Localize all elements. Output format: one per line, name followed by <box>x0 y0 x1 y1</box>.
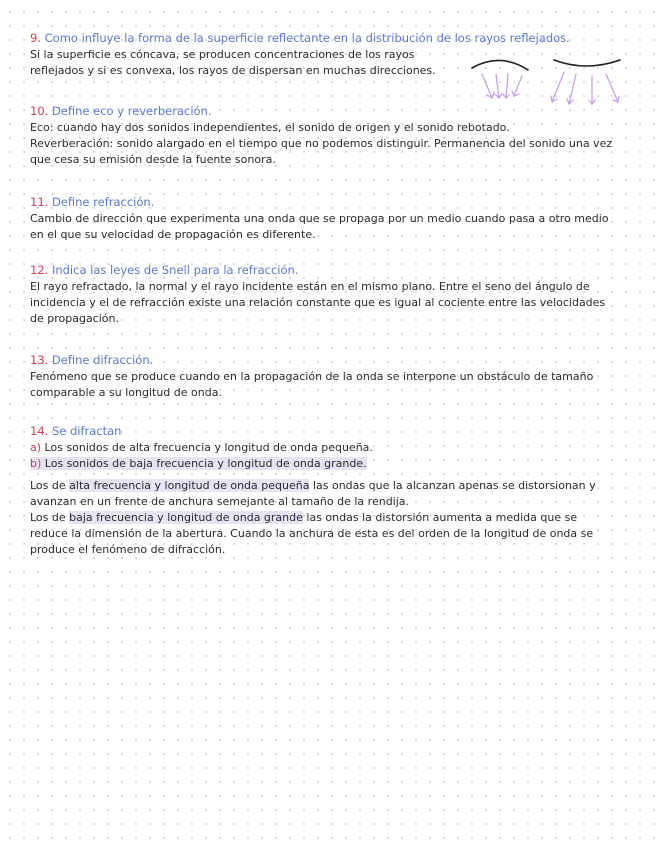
question-11-answer: Cambio de dirección que experimenta una onda que se propaga por un medio cuando pasa a otro medio en el que su velocidad de propagación es diferente. <box>30 212 609 241</box>
option-b: b) Los sonidos de baja frecuencia y longitud de onda grande. <box>30 457 367 470</box>
question-10-answer: Eco: cuando hay dos sonidos independientes, el sonido de origen y el sonido rebotado. Reverberación: sonido alargado en el tiempo que no podemos distinguir. Permanencia del sonido una vez que cesa su emisión desde la fuente sonora. <box>30 121 613 166</box>
question-13 <box>30 352 630 401</box>
question-10-number: 10. <box>30 104 49 118</box>
concave-mirror <box>472 60 528 98</box>
answer-line: Los de baja frecuencia y longitud de onda grande las ondas la distorsión aumenta a medida que se <box>30 511 578 524</box>
question-12 <box>30 262 630 327</box>
question-9-answer: Si la superficie es cóncava, se producen concentraciones de los rayos reflejados y si es convexa, los rayos de dispersan en muchas direcciones. <box>30 48 436 77</box>
question-11 <box>30 194 630 243</box>
question-14-title: 14. Se difractan <box>30 424 122 438</box>
question-10 <box>30 103 630 168</box>
option-a: a) Los sonidos de alta frecuencia y longitud de onda pequeña. <box>30 441 373 454</box>
answer-line: avanzan en un frente de anchura semejante al tamaño de la rendija. <box>30 495 410 508</box>
convex-mirror <box>551 60 620 104</box>
question-12-number: 12. <box>30 263 49 277</box>
question-13-answer: Fenómeno que se produce cuando en la propagación de la onda se interpone un obstáculo de tamaño comparable a su longitud de onda. <box>30 370 594 399</box>
question-14 <box>30 423 630 558</box>
question-14-number: 14. <box>30 424 49 438</box>
mirror-diagram <box>468 54 628 110</box>
answer-line: Los de alta frecuencia y longitud de onda pequeña las ondas que la alcanzan apenas se distorsionan y <box>30 479 596 492</box>
question-10-title: 10. Define eco y reverberación. <box>30 104 212 118</box>
answer-line: produce el fenómeno de difracción. <box>30 543 226 556</box>
question-12-title: 12. Indica las leyes de Snell para la refracción. <box>30 263 299 277</box>
question-9-number: 9. <box>30 31 41 45</box>
question-14-answer <box>30 478 630 558</box>
answer-line: reduce la dimensión de la abertura. Cuando la anchura de esta es del orden de la longitud de onda se <box>30 527 594 540</box>
question-13-number: 13. <box>30 353 49 367</box>
question-11-number: 11. <box>30 195 49 209</box>
question-11-title: 11. Define refracción. <box>30 195 155 209</box>
question-9-title: 9. Como influye la forma de la superficie reflectante en la distribución de los rayos reflejados. <box>30 31 570 45</box>
question-14-options <box>30 440 630 472</box>
question-12-answer: El rayo refractado, la normal y el rayo incidente están en el mismo plano. Entre el seno del ángulo de incidencia y el de refracción existe una relación constante que es igual al cociente entre las velocidades de propagación. <box>30 280 606 325</box>
question-13-title: 13. Define difracción. <box>30 353 154 367</box>
